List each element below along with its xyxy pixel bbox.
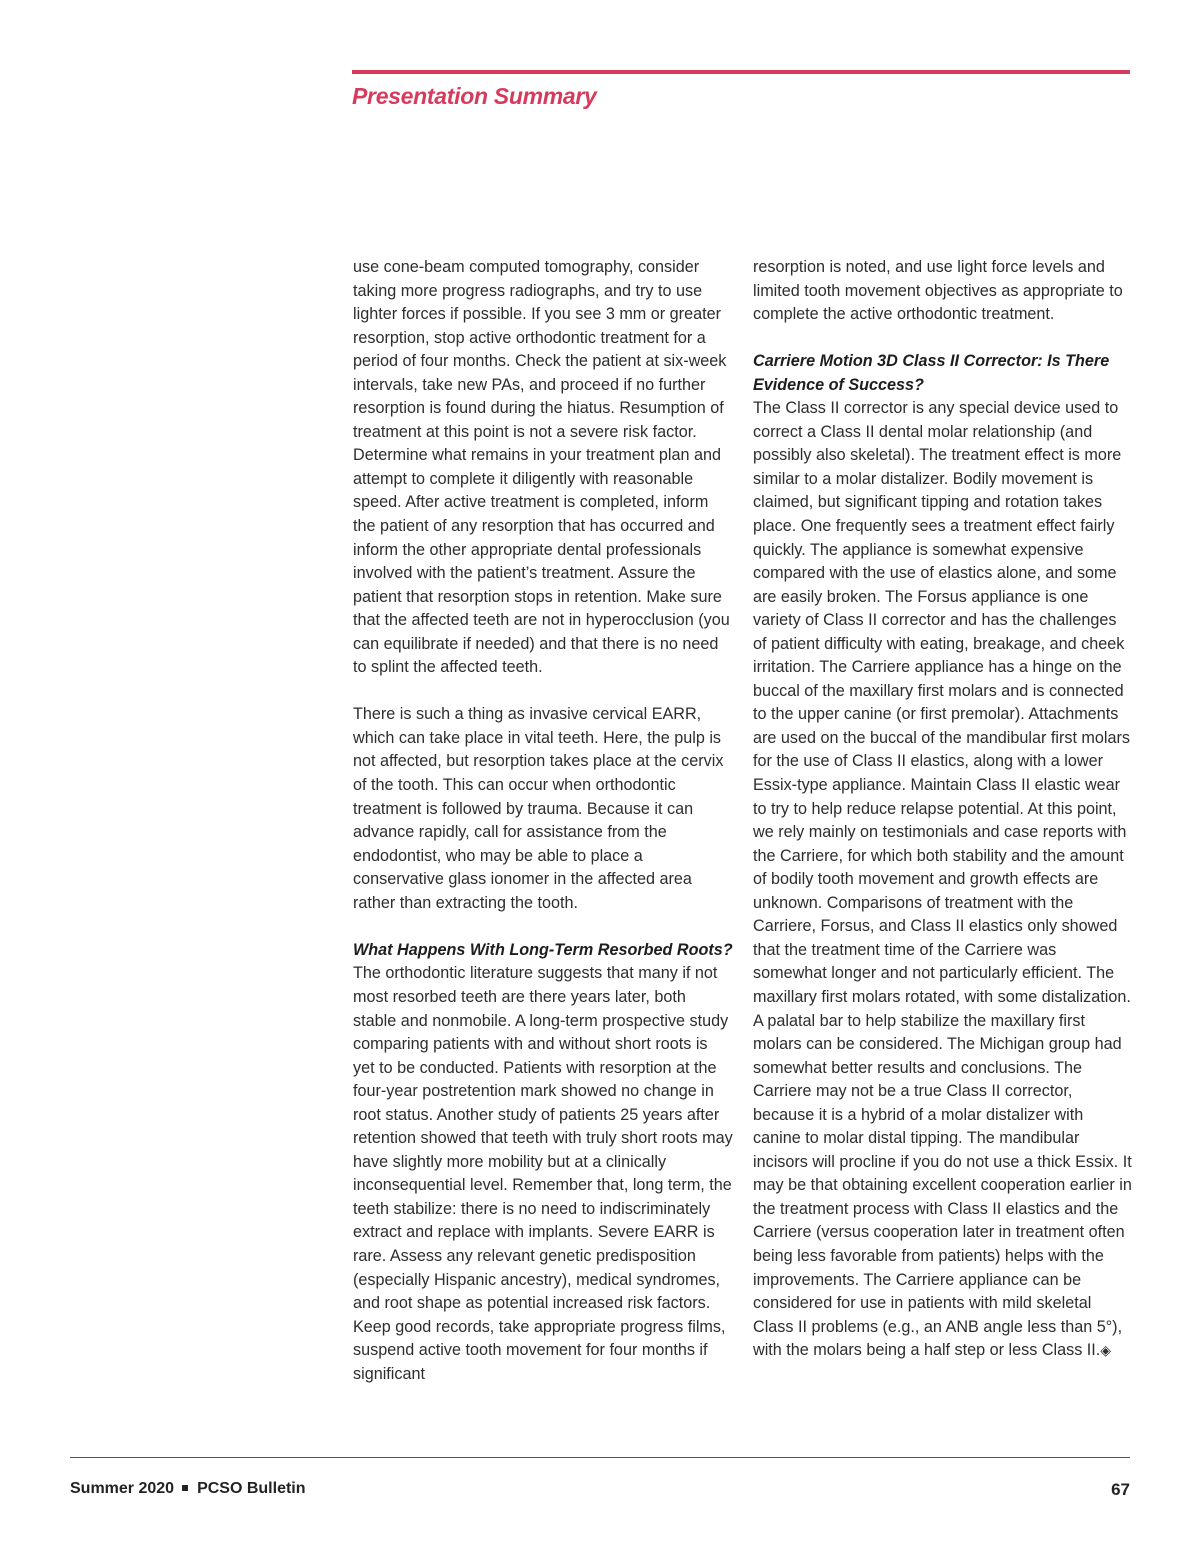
footer-publication-info xyxy=(70,1480,306,1498)
footer-rule xyxy=(70,1457,1130,1458)
body-paragraph: The orthodontic literature suggests that many if not most resorbed teeth are there years later, both stable and nonmobile. A long-term prospective study comparing patients with and without short roots is yet to be conducted. Patients with resorption at the four-year postretention mark showed no change in root status. Another study of patients 25 years after retention showed that teeth with truly short roots may have slightly more mobility but at a clinically inconsequential level. Remember that, long term, the teeth stabilize: there is no need to indiscriminately extract and replace with implants. Severe EARR is rare. Assess any relevant genetic predisposition (especially Hispanic ancestry), medical syndromes, and root shape as potential increased risk factors. Keep good records, take appropriate progress films, suspend active tooth movement for four months if significant xyxy=(353,964,733,1383)
body-paragraph: There is such a thing as invasive cervical EARR, which can take place in vital teeth. Here, the pulp is not affected, but resorption takes place at the cervix of the tooth. This can occur when orthodontic treatment is followed by trauma. Because it can advance rapidly, call for assistance from the endodontist, who may be able to place a conservative glass ionomer in the affected area rather than extracting the tooth. xyxy=(353,705,724,912)
paragraph-spacer xyxy=(353,915,733,939)
section-title: Presentation Summary xyxy=(352,83,597,109)
subheading-carriere-motion: Carriere Motion 3D Class II Corrector: Is There Evidence of Success? xyxy=(753,352,1110,394)
subheading-long-term-resorbed-roots: What Happens With Long-Term Resorbed Roots? xyxy=(353,940,733,959)
end-of-article-icon: ◈ xyxy=(1100,1342,1112,1359)
header-rule xyxy=(352,70,1130,74)
paragraph-spacer xyxy=(753,327,1133,351)
footer-issue: Summer 2020 xyxy=(70,1480,175,1497)
square-separator-icon xyxy=(182,1485,188,1491)
page-number: 67 xyxy=(1111,1480,1130,1499)
paragraph-spacer xyxy=(353,680,733,704)
body-paragraph-final xyxy=(753,397,1133,1362)
left-column xyxy=(353,256,733,1386)
right-column xyxy=(753,256,1133,1363)
body-paragraph: use cone-beam computed tomography, consider taking more progress radiographs, and try to use lighter forces if possible. If you see 3 mm or greater resorption, stop active orthodontic treatment for a period of four months. Check the patient at six-week intervals, take new PAs, and proceed if no further resorption is found during the hiatus. Resumption of treatment at this point is not a severe risk factor. Determine what remains in your treatment plan and attempt to complete it diligently with reasonable speed. After active treatment is completed, inform the patient of any resorption that has occurred and inform the other appropriate dental professionals involved with the patient’s treatment. Assure the patient that resorption stops in retention. Make sure that the affected teeth are not in hyperocclusion (you can equilibrate if needed) and that there is no need to splint the affected teeth. xyxy=(353,258,730,677)
footer-publication: PCSO Bulletin xyxy=(197,1480,306,1497)
body-paragraph: resorption is noted, and use light force levels and limited tooth movement objectives as appropriate to complete the active orthodontic treatment. xyxy=(753,258,1123,324)
body-text: The Class II corrector is any special device used to correct a Class II dental molar relationship (and possibly also skeletal). The treatment effect is more similar to a molar distalizer. Bodily movement is claimed, but significant tipping and rotation takes place. One frequently sees a treatment effect fairly quickly. The appliance is somewhat expensive compared with the use of elastics alone, and some are easily broken. The Forsus appliance is one variety of Class II corrector and has the challenges of patient difficulty with eating, breakage, and cheek irritation. The Carriere appliance has a hinge on the buccal of the maxillary first molars and is connected to the upper canine (or first premolar). Attachments are used on the buccal of the mandibular first molars for the use of Class II elastics, along with a lower Essix-type appliance. Maintain Class II elastic wear to try to help reduce relapse potential. At this point, we rely mainly on testimonials and case reports with the Carriere, for which both stability and the amount of bodily tooth movement and growth effects are unknown. Comparisons of treatment with the Carriere, Forsus, and Class II elastics only showed that the treatment time of the Carriere was somewhat longer and not particularly efficient. The maxillary first molars rotated, with some distalization. A palatal bar to help stabilize the maxillary first molars can be considered. The Michigan group had somewhat better results and conclusions. The Carriere may not be a true Class II corrector, because it is a hybrid of a molar distalizer with canine to molar distal tipping. The mandibular incisors will procline if you do not use a thick Essix. It may be that obtaining excellent cooperation earlier in the treatment process with Class II elastics and the Carriere (versus cooperation later in treatment often being less favorable from patients) helps with the improvements. The Carriere appliance can be considered for use in patients with mild skeletal Class II problems (e.g., an ANB angle less than 5°), with the molars being a half step or less Class II. xyxy=(753,399,1132,1360)
